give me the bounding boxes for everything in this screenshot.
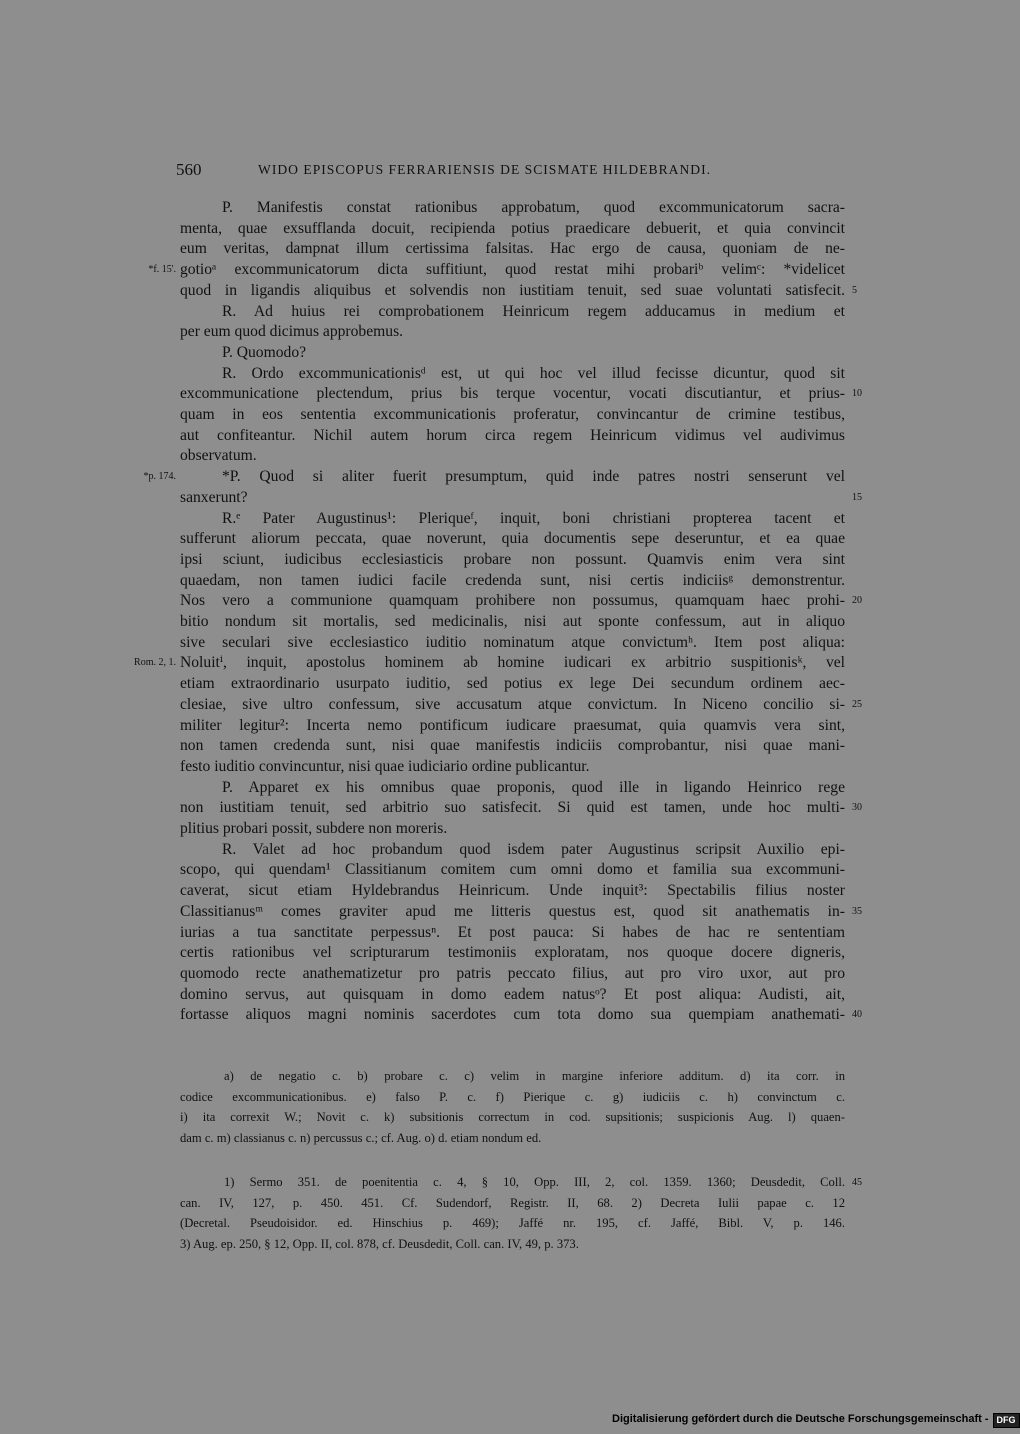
note-line: can. IV, 127, p. 450. 451. Cf. Sudendorf, Registr. II, 68. 2) Decreta Iulii papae c. 12 (180, 1195, 845, 1210)
text-line: R. Valet ad hoc probandum quod isdem pater Augustinus scripsit Auxilio epi- (222, 840, 845, 858)
text-line: R. Ordo excommunicationisᵈ est, ut qui hoc vel illud fecisse dicuntur, quod sit (222, 364, 845, 382)
text-line: scopo, qui quendam¹ Classitianum comitem cum omni domo et familia sua excommuni- (180, 861, 845, 879)
text-line: per eum quod dicimus approbemus. (180, 323, 404, 341)
note-line: (Decretal. Pseudoisidor. ed. Hinschius p. 469); Jaffé nr. 195, cf. Jaffé, Bibl. V, p. 146. (180, 1216, 845, 1230)
text-line: sanxerunt? (180, 488, 248, 506)
line-number: 10 (852, 388, 862, 400)
text-line: bitio nondum sit mortalis, sed medicinalis, nisi aut sponte confessum, aut in aliquo (180, 613, 845, 630)
text-line: P. Manifestis constat rationibus approbatum, quod excommunicatorum sacra- (222, 199, 845, 216)
margin-reference: *p. 174. (143, 471, 176, 483)
line-number: 20 (852, 595, 862, 607)
line-number: 5 (852, 284, 857, 296)
text-line: aut confiteantur. Nichil autem horum circa regem Heinricum vidimus vel audivimus (180, 426, 845, 444)
text-line: P. Apparet ex his omnibus quae proponis, quod ille in ligando Heinrico rege (222, 778, 845, 796)
line-number: 35 (852, 905, 862, 917)
text-line: quam in eos sententia excommunicationis proferatur, convincantur de crimine testibus, (180, 406, 845, 423)
text-line: non tamen credenda sunt, nisi quae manifestis indiciis comprobantur, nisi quae mani- (180, 737, 845, 755)
text-line: domino servus, aut quisquam in domo eadem natusᵒ? Et post aliqua: Audisti, ait, (180, 985, 845, 1003)
text-line: ipsi sciunt, iudicibus ecclesiasticis probare non possunt. Quamvis enim vera sint (180, 550, 845, 568)
text-line: caverat, sicut etiam Hyldebrandus Heinricum. Unde inquit³: Spectabilis filius noster (180, 882, 845, 900)
text-line: sufferunt aliorum peccata, quae noverunt, quia documentis sepe deseruntur, et ea quae (180, 530, 845, 548)
text-line: quod in ligandis aliquibus et solvendis non iustitiam tenuit, sed suae voluntati satisfecit. (180, 281, 845, 299)
note-line: codice excommunicationibus. e) falso P. c. f) Pierique c. g) iudiciis c. h) convinctum c. (180, 1089, 845, 1104)
footer-credit (612, 1413, 1020, 1429)
text-line: militer legitur²: Incerta nemo pontificum iudicare praesumat, quia quamvis vera sint, (180, 716, 845, 734)
footer-credit-text: Digitalisierung gefördert durch die Deutsche Forschungsgemeinschaft - (612, 1413, 989, 1425)
text-line: quaedam, non tamen iudici facile credenda sunt, nisi certis indiciisᵍ demonstrentur. (180, 571, 845, 589)
line-number: 25 (852, 698, 862, 710)
note-line: 3) Aug. ep. 250, § 12, Opp. II, col. 878, cf. Deusdedit, Coll. can. IV, 49, p. 373. (180, 1236, 579, 1251)
text-line: R. Ad huius rei comprobationem Heinricum regem adducamus in medium et (222, 302, 845, 320)
text-line: Nos vero a communione quamquam prohibere non possumus, quamquam haec prohi- (180, 592, 845, 610)
text-line: sive seculari sive ecclesiastico iuditio nominatum atque convictumʰ. Item post aliqua: (180, 633, 845, 651)
text-line: R.ᵉ Pater Augustinus¹: Pleriqueᶠ, inquit, boni christiani propterea tacent et (222, 509, 845, 527)
dfg-logo: DFG (993, 1413, 1020, 1428)
text-line: *P. Quod si aliter fuerit presumptum, quid inde patres nostri senserunt vel (222, 468, 845, 486)
text-line: excommunicatione plectendum, prius bis terque vocentur, vocati discutiantur, et prius- (180, 385, 845, 403)
line-number: 15 (852, 491, 862, 503)
margin-reference: Rom. 2, 1. (134, 657, 176, 669)
text-line: P. Quomodo? (222, 343, 307, 361)
text-line: non iustitiam tenuit, sed arbitrio suo satisfecit. Si quid est tamen, unde hoc multi- (180, 799, 845, 817)
text-line: festo iuditio convincuntur, nisi quae iudiciario ordine publicantur. (180, 757, 590, 775)
text-line: etiam extraordinario usurpato iuditio, sed potius ex lege Dei secundum ordinem aec- (180, 675, 845, 693)
page-header (176, 160, 856, 186)
text-line: Noluitⁱ, inquit, apostolus hominem ab homine iudicari ex arbitrio suspitionisᵏ, vel (180, 654, 845, 672)
text-line: certis rationibus vel scripturarum testimoniis exploratam, nos quoque docere digneris, (180, 944, 845, 962)
text-line: observatum. (180, 447, 257, 465)
text-line: eum veritas, dampnat illum certissima falsitas. Hac ergo de causa, quoniam de ne- (180, 240, 845, 258)
note-line: 1) Sermo 351. de poenitentia c. 4, § 10, Opp. III, 2, col. 1359. 1360; Deusdedit, Coll. (224, 1175, 845, 1189)
page-number: 560 (176, 160, 202, 179)
text-line: iurias a tua sanctitate perpessusⁿ. Et post pauca: Si habes de hac re sententiam (180, 923, 845, 941)
text-line: quomodo recte anathematizetur pro patris peccato filius, aut pro viro uxor, aut pro (180, 964, 845, 982)
text-line: menta, quae exsufflanda docuit, recipienda potius praedicare debuerit, et quia convincit (180, 219, 845, 237)
note-line: dam c. m) classianus c. n) percussus c.; cf. Aug. o) d. etiam nondum ed. (180, 1130, 542, 1145)
line-number: 30 (852, 802, 862, 814)
note-line: a) de negatio c. b) probare c. c) velim in margine inferiore additum. d) ita corr. in (224, 1069, 845, 1083)
text-line: gotioᵃ excommunicatorum dicta suffitiunt, quod restat mihi probariᵇ velimᶜ: *videlicet (180, 261, 845, 279)
line-number: 40 (852, 1009, 862, 1021)
text-line: Classitianusᵐ comes graviter apud me litteris questus est, quod sit anathematis in- (180, 902, 845, 920)
running-title: WIDO EPISCOPUS FERRARIENSIS DE SCISMATE HILDEBRANDI. (258, 162, 712, 177)
text-line: clesiae, sive ultro confessum, sive accusatum atque convictum. In Niceno concilio si- (180, 695, 845, 713)
note-line: i) ita correxit W.; Novit c. k) subsitionis correctum in cod. supsitionis; suspicionis Aug. l) quaen- (180, 1110, 845, 1124)
margin-reference: *f. 15'. (148, 264, 176, 276)
text-line: plitius probari possit, subdere non moreris. (180, 820, 448, 837)
line-number: 45 (852, 1177, 862, 1188)
text-line: fortasse aliquos magni nominis sacerdotes cum tota domo sua quempiam anathemati- (180, 1006, 845, 1024)
